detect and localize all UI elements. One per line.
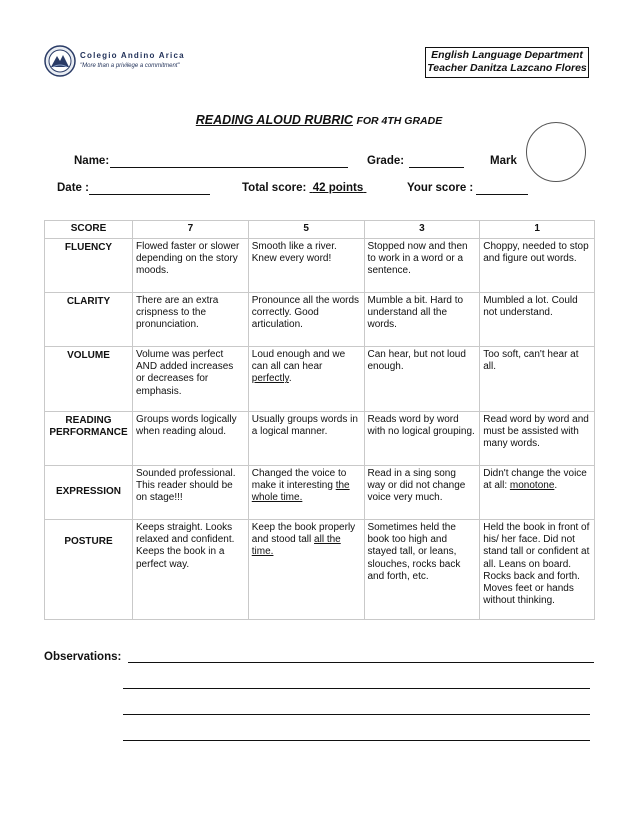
criterion-clarity: CLARITY	[45, 293, 133, 347]
title-sub: FOR 4TH GRADE	[356, 115, 443, 127]
cell: Pronounce all the words correctly. Good articulation.	[248, 293, 364, 347]
total-score-value: 42 points	[312, 182, 364, 194]
mark-circle[interactable]	[526, 122, 586, 182]
observations-line[interactable]	[128, 662, 594, 663]
header-score: SCORE	[45, 221, 133, 239]
criterion-volume: VOLUME	[45, 347, 133, 412]
grade-field[interactable]	[409, 167, 464, 168]
cell: Changed the voice to make it interesting the whole time.	[248, 466, 364, 520]
header-5: 5	[248, 221, 364, 239]
header-3: 3	[364, 221, 480, 239]
cell: Can hear, but not loud enough.	[364, 347, 480, 412]
table-row	[45, 239, 595, 293]
table-row	[45, 466, 595, 520]
cell: Read word by word and must be assisted with many words.	[480, 412, 595, 466]
cell: Sometimes held the book too high and stayed tall, or leans, slouches, rocks back and forth, etc.	[364, 520, 480, 620]
grade-label: Grade:	[367, 155, 405, 167]
cell: There are an extra crispness to the pronunciation.	[132, 293, 248, 347]
table-row	[45, 293, 595, 347]
total-score	[242, 182, 366, 194]
school-logo	[44, 44, 244, 80]
criterion-reading-performance: READING PERFORMANCE	[45, 412, 133, 466]
teacher-label: Teacher Danitza Lazcano Flores	[427, 62, 587, 74]
header-7: 7	[132, 221, 248, 239]
cell: Mumble a bit. Hard to understand all the words.	[364, 293, 480, 347]
table-header-row	[45, 221, 595, 239]
your-score-field[interactable]	[476, 194, 528, 195]
cell: Keep the book properly and stood tall all the time.	[248, 520, 364, 620]
name-field[interactable]	[110, 167, 348, 168]
cell: Mumbled a lot. Could not understand.	[480, 293, 595, 347]
criterion-posture: POSTURE	[45, 520, 133, 620]
table-row	[45, 412, 595, 466]
observations-line[interactable]	[123, 688, 590, 689]
your-score-label: Your score :	[407, 182, 474, 194]
cell: Read in a sing song way or did not change voice very much.	[364, 466, 480, 520]
title-main: READING ALOUD RUBRIC	[195, 113, 353, 127]
cell: Stopped now and then to work in a word or a sentence.	[364, 239, 480, 293]
date-label: Date :	[57, 182, 89, 194]
cell: Didn't change the voice at all: monotone.	[480, 466, 595, 520]
cell: Too soft, can't hear at all.	[480, 347, 595, 412]
header-1: 1	[480, 221, 595, 239]
department-box	[425, 47, 589, 78]
school-tagline: "More than a privilege a commitment"	[80, 63, 180, 69]
school-name: Colegio Andino Arica	[80, 51, 185, 60]
criterion-fluency: FLUENCY	[45, 239, 133, 293]
rubric-table	[44, 220, 595, 620]
cell: Usually groups words in a logical manner.	[248, 412, 364, 466]
observations-line[interactable]	[123, 714, 590, 715]
date-field[interactable]	[89, 194, 210, 195]
school-crest-icon	[44, 44, 76, 78]
cell: Smooth like a river. Knew every word!	[248, 239, 364, 293]
mark-label: Mark	[490, 155, 517, 167]
cell: Volume was perfect AND added increases or decreases for emphasis.	[132, 347, 248, 412]
cell: Loud enough and we can all can hear perfectly.	[248, 347, 364, 412]
cell: Choppy, needed to stop and figure out words.	[480, 239, 595, 293]
cell: Sounded professional. This reader should be on stage!!!	[132, 466, 248, 520]
cell: Groups words logically when reading aloud.	[132, 412, 248, 466]
cell: Flowed faster or slower depending on the story moods.	[132, 239, 248, 293]
table-row	[45, 347, 595, 412]
cell: Held the book in front of his/ her face. Did not stand tall or confident at all. Leans on board. Rocks back and forth. Moves feet or hands without thinking.	[480, 520, 595, 620]
cell: Reads word by word with no logical grouping.	[364, 412, 480, 466]
name-label: Name:	[74, 155, 110, 167]
observations-line[interactable]	[123, 740, 590, 741]
total-score-label: Total score:	[242, 182, 307, 194]
department-label: English Language Department	[431, 49, 583, 61]
criterion-expression: EXPRESSION	[45, 466, 133, 520]
cell: Keeps straight. Looks relaxed and confident. Keeps the book in a perfect way.	[132, 520, 248, 620]
table-row	[45, 520, 595, 620]
observations-label: Observations:	[44, 651, 122, 663]
